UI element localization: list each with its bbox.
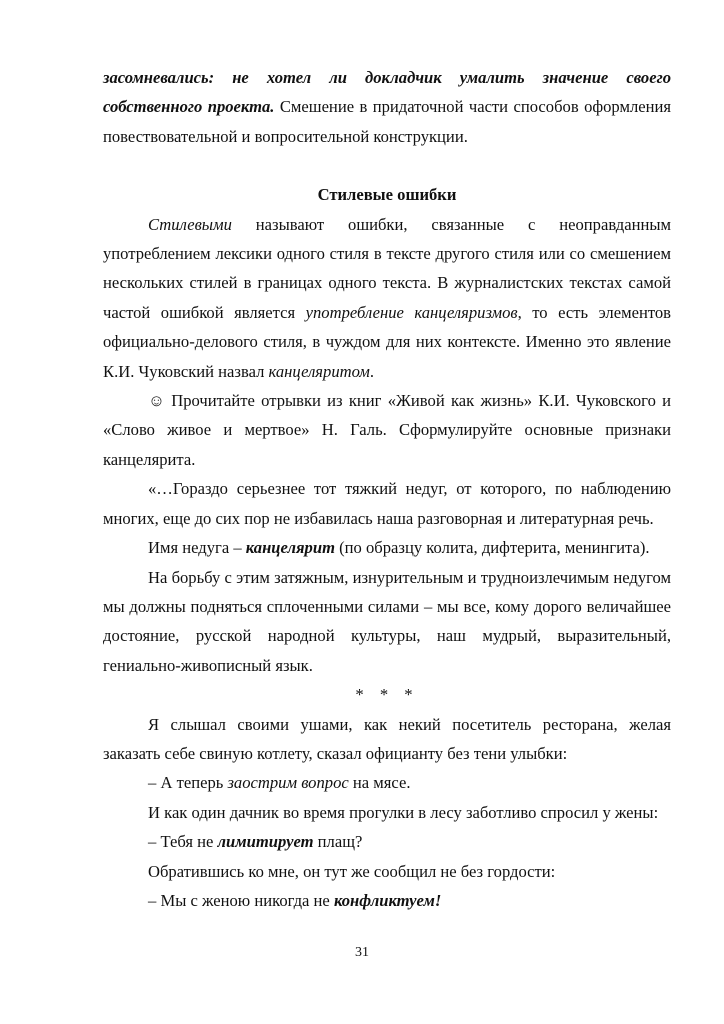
- paragraph-9: И как один дачник во время прогулки в лесу заботливо спросил у жены:: [148, 802, 659, 822]
- document-body: [103, 63, 671, 915]
- paragraph-3: [103, 386, 671, 474]
- body-text: – Мы с женою никогда не: [148, 890, 334, 910]
- paragraph-12: [103, 886, 671, 915]
- paragraph-1: [103, 63, 671, 151]
- italic-term: Стилевыми: [148, 214, 232, 234]
- italic-term: заострим вопрос: [227, 773, 349, 793]
- section-heading: Стилевые ошибки: [317, 185, 457, 205]
- body-text: Смешение в придаточной части способов оформления повествовательной и вопросительной конструкции.: [103, 97, 672, 146]
- italic-term: употребление канцеляризмов: [305, 302, 518, 322]
- body-text: Имя недуга –: [148, 538, 246, 558]
- paragraph-11: Обратившись ко мне, он тут же сообщил не без гордости:: [148, 861, 556, 881]
- body-text: .: [369, 361, 375, 381]
- paragraph-4: «…Гораздо серьезнее тот тяжкий недуг, от которого, по наблюдению многих, еще до сих пор не избавилась наша разговорная и литературная речь.: [103, 479, 671, 528]
- emphasis-text: конфликтуем!: [333, 890, 442, 910]
- emphasis-text: засомневались: не хотел ли докладчик умалить значение своего собственного проекта.: [103, 68, 671, 117]
- section-separator: * * *: [355, 685, 419, 705]
- body-text: на мясе.: [348, 773, 411, 793]
- body-text: , то есть элементов официально-делового стиля, в чуждом для них контексте. Именно это явление К.И. Чуковский назвал: [103, 302, 671, 381]
- body-text: (по образцу колита, дифтерита, менингита).: [334, 538, 650, 558]
- page-number: 31: [355, 945, 369, 960]
- italic-term: канцеляритом: [268, 361, 370, 381]
- paragraph-7: Я слышал своими ушами, как некий посетитель ресторана, желая заказать себе свиную котлету, сказал официанту без тени улыбки:: [103, 714, 671, 763]
- body-text: плащ?: [313, 832, 363, 852]
- body-text: Прочитайте отрывки из книг «Живой как жизнь» К.И. Чуковского и «Слово живое и мертвое» Н. Галь. Сформулируйте основные признаки канцелярита.: [103, 391, 671, 469]
- emphasis-text: лимитирует: [217, 832, 314, 852]
- smiley-icon: ☺: [148, 391, 165, 411]
- body-text: – Тебя не: [148, 832, 218, 852]
- paragraph-8: [103, 768, 671, 797]
- body-text: называют ошибки, связанные с неоправданным употреблением лексики одного стиля в тексте другого стиля или со смешением нескольких стилей в границах одного текста. В журналистских текстах самой частой ошибкой является: [103, 214, 671, 322]
- paragraph-6: На борьбу с этим затяжным, изнурительным и трудноизлечимым недугом мы должны подняться сплоченными силами – мы все, кому дорого величайшее достояние, русской народной культуры, наш мудрый, выразительный, гениально-живописный язык.: [103, 567, 671, 675]
- paragraph-5: [103, 533, 671, 562]
- emphasis-text: канцелярит: [245, 538, 335, 558]
- body-text: – А теперь: [148, 773, 228, 793]
- paragraph-2: [103, 210, 671, 386]
- paragraph-10: [103, 827, 671, 856]
